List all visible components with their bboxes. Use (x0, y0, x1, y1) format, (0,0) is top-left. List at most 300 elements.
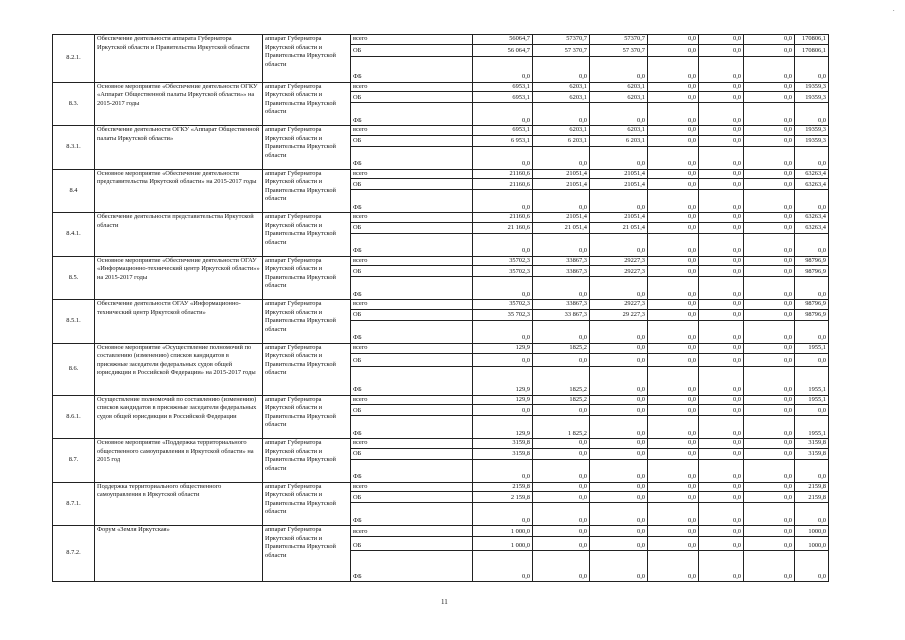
page-number: 11 (441, 598, 448, 606)
value-cell: 0,0 (744, 222, 795, 233)
value-cell: 0,0 (590, 405, 648, 416)
row-executor: аппарат Губернатора Иркутской области и Правительства Иркутской области (263, 126, 351, 170)
value-cell: 0,0 (648, 126, 699, 136)
value-cell: 6203,1 (590, 92, 648, 103)
value-total: 19359,3 (795, 82, 829, 92)
value-cell: 0,0 (699, 126, 744, 136)
funding-source: ФБ (351, 503, 473, 526)
value-cell: 0,0 (744, 146, 795, 169)
value-cell: 0,0 (648, 103, 699, 126)
value-cell: 0,0 (744, 126, 795, 136)
value-cell: 0,0 (699, 92, 744, 103)
funding-source: всего (351, 300, 473, 310)
value-cell: 0,0 (744, 353, 795, 366)
value-cell: 0,0 (648, 146, 699, 169)
value-cell: 6 203,1 (533, 135, 590, 146)
value-cell: 0,0 (699, 266, 744, 277)
value-cell: 57 370,7 (533, 44, 590, 56)
funding-source: ФБ (351, 366, 473, 395)
value-total: 2159,8 (795, 492, 829, 503)
funding-source: ФБ (351, 56, 473, 82)
value-total: 1000,0 (795, 526, 829, 537)
value-cell: 0,0 (473, 103, 533, 126)
value-cell: 6 953,1 (473, 135, 533, 146)
value-total: 98796,9 (795, 256, 829, 266)
row-measure-name: Обеспечение деятельности ОГКУ «Аппарат Общественной палаты Иркутской области» (95, 126, 263, 170)
value-cell: 6203,1 (533, 92, 590, 103)
value-cell: 21 160,6 (473, 222, 533, 233)
value-cell: 0,0 (744, 135, 795, 146)
funding-source: ОБ (351, 222, 473, 233)
value-cell: 0,0 (648, 395, 699, 405)
row-code: 8.3. (53, 82, 95, 126)
value-cell: 0,0 (699, 405, 744, 416)
value-cell: 0,0 (590, 56, 648, 82)
value-cell: 0,0 (744, 439, 795, 449)
funding-source: всего (351, 343, 473, 353)
row-code: 8.2.1. (53, 35, 95, 83)
value-total: 0,0 (795, 146, 829, 169)
funding-source: всего (351, 213, 473, 223)
value-cell: 0,0 (648, 503, 699, 526)
funding-source: всего (351, 256, 473, 266)
value-cell: 0,0 (699, 482, 744, 492)
value-total: 98796,9 (795, 300, 829, 310)
table-row (53, 82, 829, 92)
row-code: 8.5. (53, 256, 95, 300)
value-cell: 0,0 (648, 492, 699, 503)
funding-source: ФБ (351, 459, 473, 482)
value-total: 3159,8 (795, 448, 829, 459)
value-cell: 0,0 (590, 492, 648, 503)
value-cell: 0,0 (473, 146, 533, 169)
value-cell: 29227,3 (590, 256, 648, 266)
value-cell: 0,0 (590, 343, 648, 353)
value-cell: 0,0 (533, 448, 590, 459)
value-cell: 0,0 (590, 277, 648, 300)
value-cell: 0,0 (699, 179, 744, 190)
value-cell: 0,0 (699, 448, 744, 459)
value-cell: 0,0 (590, 320, 648, 343)
value-cell: 0,0 (699, 353, 744, 366)
table-row (53, 213, 829, 223)
value-cell: 0,0 (699, 190, 744, 213)
value-total: 0,0 (795, 320, 829, 343)
funding-source: ОБ (351, 492, 473, 503)
value-total: 0,0 (795, 233, 829, 256)
value-cell: 3159,8 (473, 439, 533, 449)
table-row (53, 526, 829, 537)
value-cell: 0,0 (648, 213, 699, 223)
row-executor: аппарат Губернатора Иркутской области и Правительства Иркутской области (263, 256, 351, 300)
value-cell: 0,0 (699, 551, 744, 582)
row-measure-name: Поддержка территориального общественного самоуправления в Иркутской области (95, 482, 263, 526)
value-total: 3159,8 (795, 439, 829, 449)
table-row (53, 126, 829, 136)
value-cell: 21160,6 (473, 213, 533, 223)
value-cell: 6953,1 (473, 82, 533, 92)
value-cell: 0,0 (699, 56, 744, 82)
funding-source: ОБ (351, 309, 473, 320)
value-cell: 0,0 (699, 146, 744, 169)
row-executor: аппарат Губернатора Иркутской области и Правительства Иркутской области (263, 35, 351, 83)
value-total: 0,0 (795, 103, 829, 126)
value-total: 19359,3 (795, 135, 829, 146)
row-executor: аппарат Губернатора Иркутской области и Правительства Иркутской области (263, 395, 351, 439)
value-cell: 0,0 (699, 416, 744, 439)
value-cell: 33867,3 (533, 266, 590, 277)
value-cell: 0,0 (590, 448, 648, 459)
value-cell: 0,0 (533, 103, 590, 126)
funding-source: ОБ (351, 92, 473, 103)
row-code: 8.7.1. (53, 482, 95, 526)
table-row (53, 35, 829, 45)
funding-source: всего (351, 526, 473, 537)
funding-source: ОБ (351, 135, 473, 146)
value-cell: 3159,8 (473, 448, 533, 459)
value-total: 0,0 (795, 56, 829, 82)
value-total: 0,0 (795, 353, 829, 366)
value-cell: 21160,6 (473, 169, 533, 179)
value-cell: 0,0 (699, 135, 744, 146)
value-total: 0,0 (795, 405, 829, 416)
value-cell: 29 227,3 (590, 309, 648, 320)
value-cell: 0,0 (699, 277, 744, 300)
value-cell: 0,0 (533, 190, 590, 213)
row-code: 8.6.1. (53, 395, 95, 439)
value-cell: 57 370,7 (590, 44, 648, 56)
value-cell: 0,0 (533, 482, 590, 492)
value-cell: 0,0 (744, 277, 795, 300)
value-cell: 0,0 (744, 300, 795, 310)
value-cell: 21160,6 (473, 179, 533, 190)
value-cell: 0,0 (590, 439, 648, 449)
value-cell: 0,0 (744, 482, 795, 492)
value-total: 63263,4 (795, 169, 829, 179)
value-cell: 57370,7 (533, 35, 590, 45)
value-cell: 0,0 (744, 551, 795, 582)
value-cell: 33 867,3 (533, 309, 590, 320)
row-code: 8.6. (53, 343, 95, 395)
value-cell: 0,0 (648, 169, 699, 179)
value-cell: 0,0 (699, 103, 744, 126)
value-cell: 0,0 (699, 169, 744, 179)
value-cell: 0,0 (590, 482, 648, 492)
funding-source: ОБ (351, 537, 473, 551)
value-cell: 29227,3 (590, 266, 648, 277)
row-code: 8.7.2. (53, 526, 95, 582)
value-cell: 0,0 (648, 343, 699, 353)
value-total: 170806,1 (795, 44, 829, 56)
value-cell: 0,0 (473, 459, 533, 482)
funding-source: ФБ (351, 277, 473, 300)
funding-source: всего (351, 169, 473, 179)
value-cell: 0,0 (533, 492, 590, 503)
value-total: 63263,4 (795, 222, 829, 233)
row-code: 8.5.1. (53, 300, 95, 344)
value-cell: 6 203,1 (590, 135, 648, 146)
value-cell: 0,0 (744, 56, 795, 82)
value-cell: 0,0 (648, 320, 699, 343)
value-cell: 0,0 (744, 503, 795, 526)
table-row (53, 169, 829, 179)
value-cell: 6203,1 (533, 126, 590, 136)
row-measure-name: Обеспечение деятельности представительства Иркутской области (95, 213, 263, 257)
value-total: 1000,0 (795, 537, 829, 551)
value-cell: 21051,4 (590, 169, 648, 179)
value-cell: 0,0 (744, 537, 795, 551)
value-cell: 0,0 (699, 44, 744, 56)
row-measure-name: Основное мероприятие «Поддержка территориального общественного самоуправления в Иркутской области» на 2015 год (95, 439, 263, 483)
value-total: 0,0 (795, 277, 829, 300)
value-total: 98796,9 (795, 266, 829, 277)
funding-source: всего (351, 395, 473, 405)
value-cell: 6203,1 (590, 82, 648, 92)
value-cell: 0,0 (648, 222, 699, 233)
value-total: 0,0 (795, 551, 829, 582)
value-cell: 35702,3 (473, 256, 533, 266)
value-total: 63263,4 (795, 179, 829, 190)
table-row (53, 300, 829, 310)
value-cell: 0,0 (590, 233, 648, 256)
value-cell: 0,0 (648, 439, 699, 449)
value-cell: 0,0 (590, 103, 648, 126)
value-cell: 0,0 (744, 44, 795, 56)
value-cell: 0,0 (744, 233, 795, 256)
row-measure-name: Основное мероприятие «Обеспечение деятельности ОГАУ «Информационно-технический центр Иркутской области»» на 2015-2017 годы (95, 256, 263, 300)
value-cell: 0,0 (590, 395, 648, 405)
row-executor: аппарат Губернатора Иркутской области и Правительства Иркутской области (263, 526, 351, 582)
value-cell: 0,0 (648, 537, 699, 551)
value-cell: 2159,8 (473, 482, 533, 492)
value-cell: 0,0 (473, 551, 533, 582)
value-cell: 0,0 (744, 416, 795, 439)
value-cell: 0,0 (699, 222, 744, 233)
value-cell: 0,0 (744, 366, 795, 395)
value-cell: 0,0 (648, 416, 699, 439)
value-cell: 0,0 (699, 213, 744, 223)
value-cell: 0,0 (473, 405, 533, 416)
row-measure-name: Основное мероприятие «Обеспечение деятельности представительства Иркутской области» на 2015-2017 годы (95, 169, 263, 213)
table-row (53, 439, 829, 449)
value-cell: 0,0 (648, 309, 699, 320)
value-cell: 0,0 (533, 459, 590, 482)
value-cell: 1825,2 (533, 343, 590, 353)
value-total: 63263,4 (795, 213, 829, 223)
corner-mark: · (892, 6, 895, 15)
row-measure-name: Осуществление полномочий по составлению (изменению) списков кандидатов в присяжные заседатели федеральных судов общей юрисдикции в Российской Федерации (95, 395, 263, 439)
value-cell: 1 000,0 (473, 537, 533, 551)
value-cell: 0,0 (533, 233, 590, 256)
value-cell: 0,0 (744, 309, 795, 320)
row-executor: аппарат Губернатора Иркутской области и Правительства Иркутской области (263, 213, 351, 257)
row-executor: аппарат Губернатора Иркутской области и Правительства Иркутской области (263, 300, 351, 344)
value-cell: 0,0 (473, 190, 533, 213)
funding-source: всего (351, 35, 473, 45)
funding-source: ОБ (351, 405, 473, 416)
value-cell: 129,9 (473, 366, 533, 395)
value-cell: 0,0 (744, 395, 795, 405)
value-cell: 21 051,4 (590, 222, 648, 233)
value-cell: 0,0 (699, 503, 744, 526)
row-measure-name: Обеспечение деятельности ОГАУ «Информационно-технический центр Иркутской области» (95, 300, 263, 344)
value-cell: 0,0 (590, 416, 648, 439)
value-cell: 0,0 (648, 266, 699, 277)
value-cell: 0,0 (590, 190, 648, 213)
value-cell: 21051,4 (533, 169, 590, 179)
value-cell: 21051,4 (590, 213, 648, 223)
value-cell: 6203,1 (590, 126, 648, 136)
value-cell: 0,0 (533, 277, 590, 300)
value-cell: 0,0 (699, 233, 744, 256)
value-cell: 0,0 (533, 526, 590, 537)
value-cell: 129,9 (473, 395, 533, 405)
funding-source: ФБ (351, 320, 473, 343)
value-total: 0,0 (795, 459, 829, 482)
value-cell: 21051,4 (533, 179, 590, 190)
value-cell: 0,0 (648, 353, 699, 366)
value-cell: 0,0 (648, 526, 699, 537)
value-cell: 0,0 (648, 448, 699, 459)
value-cell: 0,0 (744, 526, 795, 537)
funding-source: ОБ (351, 179, 473, 190)
value-total: 170806,1 (795, 35, 829, 45)
value-cell: 1 825,2 (533, 416, 590, 439)
value-cell: 0,0 (699, 35, 744, 45)
value-cell: 0,0 (590, 366, 648, 395)
funding-source: всего (351, 439, 473, 449)
value-cell: 0,0 (648, 92, 699, 103)
value-cell: 56064,7 (473, 35, 533, 45)
row-measure-name: Основное мероприятие «Осуществление полномочий по составлению (изменению) списков кандидатов в присяжные заседатели федеральных судов общей юрисдикции в Российской Федерации» на 2015-2017 годы (95, 343, 263, 395)
value-cell: 0,0 (744, 256, 795, 266)
value-cell: 0,0 (590, 537, 648, 551)
value-cell: 0,0 (744, 103, 795, 126)
value-cell: 0,0 (744, 213, 795, 223)
value-cell: 21051,4 (533, 213, 590, 223)
value-cell: 33867,3 (533, 256, 590, 266)
value-total: 19359,3 (795, 126, 829, 136)
value-cell: 0,0 (699, 492, 744, 503)
value-cell: 0,0 (648, 56, 699, 82)
value-cell: 1825,2 (533, 366, 590, 395)
value-cell: 0,0 (533, 551, 590, 582)
value-cell: 1 000,0 (473, 526, 533, 537)
value-cell: 0,0 (699, 439, 744, 449)
value-cell: 0,0 (699, 526, 744, 537)
value-cell: 0,0 (744, 492, 795, 503)
value-cell: 0,0 (744, 35, 795, 45)
value-cell: 35702,3 (473, 300, 533, 310)
value-cell: 0,0 (590, 526, 648, 537)
value-cell: 0,0 (533, 146, 590, 169)
funding-source: всего (351, 126, 473, 136)
value-cell: 0,0 (699, 459, 744, 482)
funding-source: всего (351, 482, 473, 492)
value-total: 1955,1 (795, 395, 829, 405)
value-cell: 0,0 (648, 459, 699, 482)
funding-source: ФБ (351, 416, 473, 439)
value-cell: 0,0 (648, 366, 699, 395)
table-row (53, 482, 829, 492)
value-cell: 0,0 (533, 405, 590, 416)
value-cell: 0,0 (699, 256, 744, 266)
table-row (53, 395, 829, 405)
value-cell: 0,0 (744, 179, 795, 190)
value-cell: 0,0 (590, 503, 648, 526)
value-cell: 0,0 (744, 266, 795, 277)
value-cell: 0,0 (699, 300, 744, 310)
value-cell: 0,0 (648, 82, 699, 92)
value-cell: 0,0 (648, 482, 699, 492)
value-cell: 0,0 (648, 405, 699, 416)
funding-source: ФБ (351, 233, 473, 256)
value-cell: 35 702,3 (473, 309, 533, 320)
value-cell: 0,0 (648, 190, 699, 213)
value-cell: 0,0 (699, 309, 744, 320)
value-cell: 0,0 (648, 277, 699, 300)
row-code: 8.3.1. (53, 126, 95, 170)
value-cell: 2 159,8 (473, 492, 533, 503)
funding-source: ФБ (351, 190, 473, 213)
value-cell: 0,0 (473, 503, 533, 526)
value-total: 0,0 (795, 190, 829, 213)
value-cell: 6953,1 (473, 126, 533, 136)
row-measure-name: Основное мероприятие «Обеспечение деятельности ОГКУ «Аппарат Общественной палаты Иркутской области»» на 2015-2017 годы (95, 82, 263, 126)
value-cell: 0,0 (533, 537, 590, 551)
value-total: 1955,1 (795, 343, 829, 353)
value-cell: 0,0 (744, 459, 795, 482)
value-cell: 0,0 (648, 179, 699, 190)
program-budget-table (52, 34, 829, 582)
value-cell: 0,0 (648, 135, 699, 146)
value-cell: 0,0 (590, 551, 648, 582)
value-cell: 129,9 (473, 343, 533, 353)
value-cell: 0,0 (590, 353, 648, 366)
value-cell: 33867,3 (533, 300, 590, 310)
value-cell: 129,9 (473, 416, 533, 439)
value-cell: 0,0 (744, 82, 795, 92)
value-cell: 29227,3 (590, 300, 648, 310)
value-cell: 0,0 (699, 82, 744, 92)
value-cell: 0,0 (473, 233, 533, 256)
value-cell: 6203,1 (533, 82, 590, 92)
value-cell: 0,0 (744, 320, 795, 343)
funding-source: ОБ (351, 448, 473, 459)
row-executor: аппарат Губернатора Иркутской области и Правительства Иркутской области (263, 482, 351, 526)
value-cell: 0,0 (648, 233, 699, 256)
funding-source: ОБ (351, 44, 473, 56)
value-cell: 0,0 (699, 366, 744, 395)
value-total: 19359,3 (795, 92, 829, 103)
value-cell: 0,0 (648, 300, 699, 310)
value-total: 1955,1 (795, 416, 829, 439)
value-cell: 6953,1 (473, 92, 533, 103)
funding-source: ФБ (351, 146, 473, 169)
row-executor: аппарат Губернатора Иркутской области и Правительства Иркутской области (263, 343, 351, 395)
value-total: 98796,9 (795, 309, 829, 320)
value-total: 1955,1 (795, 366, 829, 395)
value-cell: 0,0 (533, 320, 590, 343)
value-cell: 0,0 (699, 395, 744, 405)
value-cell: 0,0 (744, 190, 795, 213)
value-cell: 0,0 (473, 353, 533, 366)
row-measure-name: Обеспечение деятельности аппарата Губернатора Иркутской области и Правительства Иркутской области (95, 35, 263, 83)
value-cell: 0,0 (744, 92, 795, 103)
table-row (53, 343, 829, 353)
value-cell: 56 064,7 (473, 44, 533, 56)
value-cell: 0,0 (648, 35, 699, 45)
